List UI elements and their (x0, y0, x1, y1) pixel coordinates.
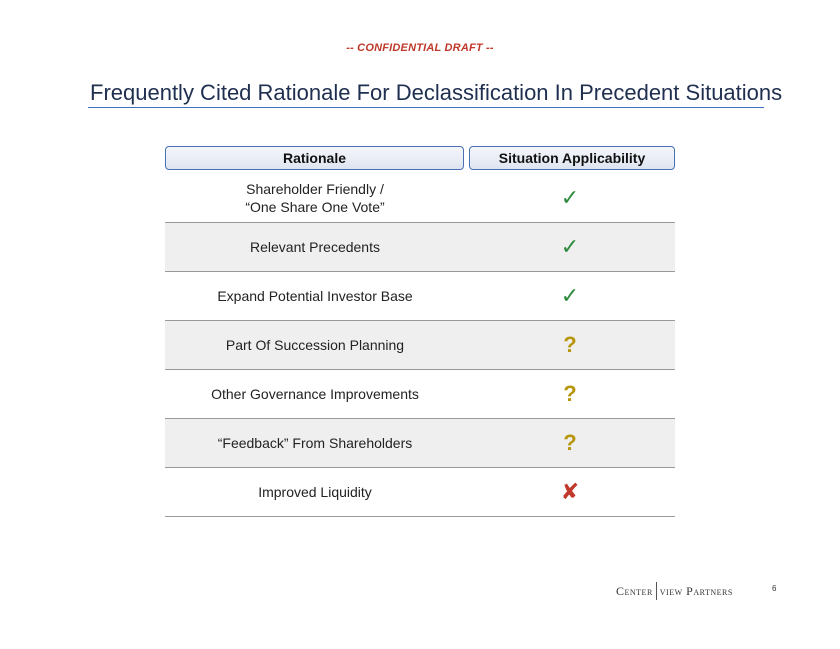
checkmark-icon: ✓ (560, 185, 580, 210)
question-mark-icon: ? (563, 430, 577, 455)
rationale-cell: Improved Liquidity (258, 484, 372, 500)
applicability-cell (465, 334, 675, 356)
table-row (165, 223, 675, 272)
checkmark-icon: ✓ (560, 283, 580, 308)
logo-divider (656, 582, 657, 600)
table-row (165, 370, 675, 419)
applicability-cell (465, 236, 675, 258)
rationale-cell: “Feedback” From Shareholders (217, 435, 413, 451)
logo-text-right: view Partners (659, 583, 733, 598)
rationale-cell: Relevant Precedents (250, 239, 380, 255)
rationale-cell: Part Of Succession Planning (225, 337, 405, 353)
table-row (165, 419, 675, 468)
rationale-column-header: Rationale (165, 146, 464, 170)
title-divider (88, 107, 764, 108)
question-mark-icon: ? (563, 332, 577, 357)
rationale-cell: Other Governance Improvements (211, 386, 419, 402)
table-row (165, 468, 675, 517)
question-mark-icon: ? (563, 381, 577, 406)
logo-text-left: Center (616, 583, 653, 598)
applicability-column-header: Situation Applicability (469, 146, 675, 170)
table-row (165, 174, 675, 223)
applicability-cell (465, 481, 675, 503)
applicability-cell (465, 187, 675, 209)
table-row (165, 272, 675, 321)
page-title: Frequently Cited Rationale For Declassification In Precedent Situations (90, 80, 783, 105)
cross-icon: ✘ (560, 479, 580, 504)
centerview-partners-logo (616, 582, 733, 600)
applicability-cell (465, 383, 675, 405)
checkmark-icon: ✓ (560, 234, 580, 259)
page-number: 6 (772, 584, 777, 593)
applicability-cell (465, 432, 675, 454)
rationale-cell: Shareholder Friendly / “One Share One Vote” (245, 181, 385, 215)
confidential-draft-label: -- CONFIDENTIAL DRAFT -- (346, 42, 494, 54)
applicability-cell (465, 285, 675, 307)
rationale-table (165, 174, 675, 517)
rationale-cell: Expand Potential Investor Base (217, 288, 413, 304)
table-row (165, 321, 675, 370)
